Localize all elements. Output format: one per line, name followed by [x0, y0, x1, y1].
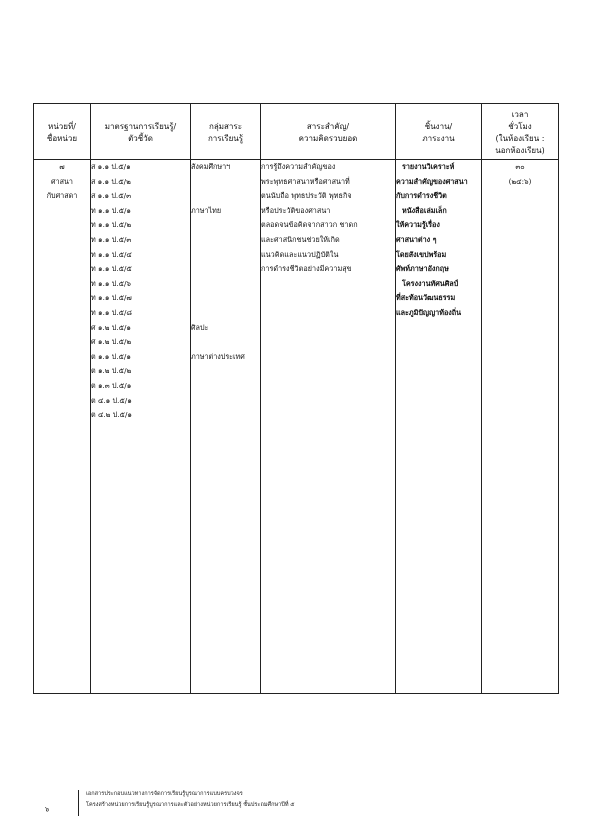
standard-code: ท ๑.๑ ป.๕/๔ — [91, 249, 132, 259]
unit-cell — [34, 160, 91, 694]
standard-code: ส ๑.๑ ป.๕/๓ — [91, 191, 131, 201]
subject-foreign: ภาษาต่างประเทศ — [191, 351, 245, 361]
standard-code: ศ ๑.๒ ป.๕/๒ — [91, 337, 132, 347]
task-line: ที่สะท้อนวัฒนธรรม — [396, 293, 456, 303]
standard-code: ท ๑.๑ ป.๕/๑ — [91, 205, 131, 215]
subject-social: สังคมศึกษาฯ — [191, 162, 231, 171]
standard-code: ศ ๑.๒ ป.๕/๑ — [91, 322, 131, 332]
header-text: การเรียนรู้ — [207, 133, 244, 143]
task-line: ศาสนาต่าง ๆ — [396, 234, 437, 244]
page-footer — [0, 788, 595, 818]
subjects-cell — [191, 160, 261, 694]
standard-code: ต ๑.๒ ป.๕/๒ — [91, 366, 132, 376]
task-line: ศัพท์ภาษาอังกฤษ — [396, 264, 449, 274]
content-row — [34, 160, 559, 694]
standard-code: ท ๑.๑ ป.๕/๒ — [91, 220, 132, 230]
header-text: นอกห้องเรียน) — [495, 145, 545, 155]
subject-art: ศิลปะ — [191, 322, 209, 332]
subject-thai: ภาษาไทย — [191, 205, 222, 215]
header-text: (ในห้องเรียน : — [495, 133, 545, 143]
standards-cell — [91, 160, 191, 694]
concept-line: การรู้ถึงความสำคัญของ — [261, 162, 336, 171]
standard-code: ต ๑.๑ ป.๕/๑ — [91, 351, 131, 361]
concept-line: ตนนับถือ พุทธประวัติ พุทธกิจ — [261, 191, 352, 201]
header-text: ภาระงาน — [422, 133, 455, 143]
concept-cell — [261, 160, 396, 694]
header-text: ชั่วโมง — [508, 121, 532, 131]
task-line: โครงงานทัศนศิลป์ — [402, 278, 459, 288]
footer-divider — [78, 790, 79, 816]
unit-name-line: กับศาสดา — [46, 191, 78, 201]
standard-code: ท ๑.๑ ป.๕/๖ — [91, 278, 131, 288]
header-text: ชื่อหน่วย — [46, 133, 78, 143]
header-standards — [91, 104, 191, 160]
header-subject — [191, 104, 261, 160]
header-text: ชิ้นงาน/ — [424, 121, 453, 131]
tasks-cell — [396, 160, 482, 694]
header-text: ความคิดรวบยอด — [298, 133, 358, 143]
unit-number: ๗ — [59, 162, 65, 171]
task-line: กับการดำรงชีวิต — [396, 191, 447, 201]
header-time — [482, 104, 559, 160]
concept-line: ตลอดจนข้อคิดจากสาวก ชาดก — [261, 220, 358, 230]
header-text: หน่วยที่/ — [48, 121, 76, 131]
task-line: หนังสือเล่มเล็ก — [402, 205, 447, 215]
task-line: รายงานวิเคราะห์ — [402, 162, 455, 171]
standard-code: ต ๔.๑ ป.๕/๑ — [91, 395, 132, 405]
header-tasks — [396, 104, 482, 160]
standard-code: ท ๑.๑ ป.๕/๘ — [91, 307, 132, 317]
unit-name-line: ศาสนา — [51, 176, 73, 186]
time-cell — [482, 160, 559, 694]
standard-code: ส ๑.๑ ป.๕/๒ — [91, 176, 131, 186]
time-split: (๒๔:๖) — [508, 176, 532, 186]
standard-code: ต ๑.๓ ป.๕/๑ — [91, 380, 132, 390]
unit-plan-table — [33, 103, 559, 694]
header-text: สาระสำคัญ/ — [306, 121, 350, 131]
header-text: เวลา — [511, 109, 529, 119]
page-number: ๖ — [45, 805, 50, 813]
header-text: กลุ่มสาระ — [209, 121, 242, 131]
task-line: ความสำคัญของศาสนา — [396, 176, 468, 186]
header-unit — [34, 104, 91, 160]
footer-line: เอกสารประกอบแนวทางการจัดการเรียนรู้บูรณาการแบบครบวงจร — [86, 791, 243, 797]
standard-code: ท ๑.๑ ป.๕/๓ — [91, 234, 132, 244]
time-total: ๓๐ — [515, 162, 525, 171]
concept-line: แนวคิดและแนวปฏิบัติใน — [261, 249, 339, 259]
concept-line: การดำรงชีวิตอย่างมีความสุข — [261, 264, 352, 274]
standard-code: ส ๑.๑ ป.๕/๑ — [91, 162, 131, 171]
concept-line: หรือประวัติของศาสนา — [261, 205, 331, 215]
task-line: และภูมิปัญญาท้องถิ่น — [396, 307, 462, 317]
footer-line: โครงสร้างหน่วยการเรียนรู้บูรณาการและตัวอย่างหน่วยการเรียนรู้ ชั้นประถมศึกษาปีที่ ๕ — [86, 802, 295, 808]
standard-code: ต ๔.๒ ป.๕/๑ — [91, 410, 132, 420]
standard-code: ท ๑.๑ ป.๕/๕ — [91, 264, 132, 274]
header-concept — [261, 104, 396, 160]
header-row — [34, 104, 559, 160]
header-text: มาตรฐานการเรียนรู้/ — [104, 121, 177, 131]
header-text: ตัวชี้วัด — [128, 133, 153, 143]
concept-line: พระพุทธศาสนาหรือศาสนาที่ — [261, 176, 350, 186]
concept-line: และศาสนิกชนช่วยให้เกิด — [261, 234, 340, 244]
standard-code: ท ๑.๑ ป.๕/๗ — [91, 293, 132, 303]
task-line: ให้ความรู้เรื่อง — [396, 220, 440, 230]
task-line: โดยสังเขปพร้อม — [396, 249, 447, 259]
